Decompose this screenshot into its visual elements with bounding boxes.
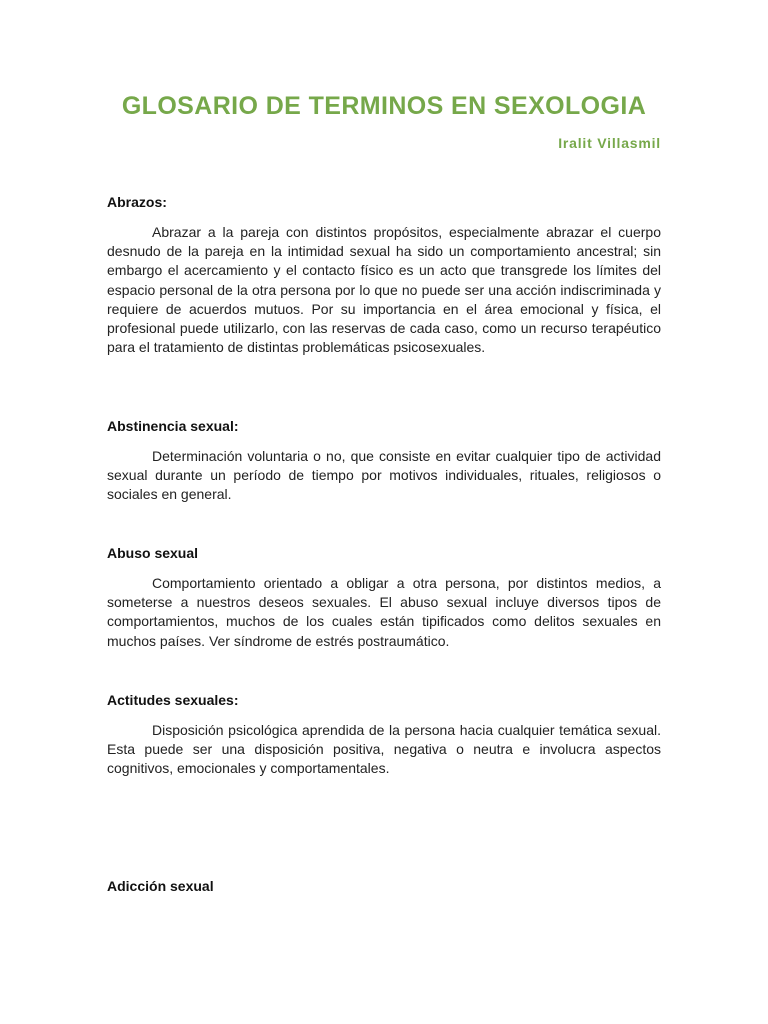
glossary-term: Abuso sexual — [107, 545, 199, 561]
glossary-entry-adiccion-sexual — [107, 877, 661, 907]
glossary-definition: Determinación voluntaria o no, que consiste en evitar cualquier tipo de actividad sexual durante un período de tiempo por motivos individuales, rituales, religiosos o sociales en general. — [107, 448, 661, 503]
glossary-entry-actitudes-sexuales — [107, 691, 661, 779]
glossary-definition: Disposición psicológica aprendida de la persona hacia cualquier temática sexual. Esta puede ser una disposición positiva, negativa o neutra e involucra aspectos cognitivos, emocionales y comportamentales. — [107, 722, 661, 777]
glossary-definition: Comportamiento orientado a obligar a otra persona, por distintos medios, a someterse a nuestros deseos sexuales. El abuso sexual incluye diversos tipos de comportamientos, muchos de los cuales están tipificados como delitos sexuales en muchos países. Ver síndrome de estrés postraumático. — [107, 575, 661, 649]
glossary-term: Adicción sexual — [107, 878, 214, 894]
glossary-entry-abrazos — [107, 193, 661, 357]
glossary-term: Abstinencia sexual: — [107, 418, 239, 434]
document-author: Iralit Villasmil — [558, 135, 661, 151]
glossary-term: Abrazos: — [107, 194, 167, 210]
document-title: GLOSARIO DE TERMINOS EN SEXOLOGIA — [121, 92, 647, 120]
glossary-entry-abstinencia-sexual — [107, 417, 661, 505]
glossary-definition: Abrazar a la pareja con distintos propósitos, especialmente abrazar el cuerpo desnudo de la pareja en la intimidad sexual ha sido un comportamiento ancestral; sin embargo el acercamiento y el contacto físico es un acto que transgrede los límites del espacio personal de la otra persona por lo que no puede ser una acción indiscriminada y requiere de acuerdos mutuos. Por su importancia en el área emocional y física, el profesional puede utilizarlo, con las reservas de cada caso, como un recurso terapéutico para el tratamiento de distintas problemáticas psicosexuales. — [107, 224, 661, 356]
glossary-term: Actitudes sexuales: — [107, 692, 239, 708]
glossary-entry-abuso-sexual — [107, 544, 661, 651]
